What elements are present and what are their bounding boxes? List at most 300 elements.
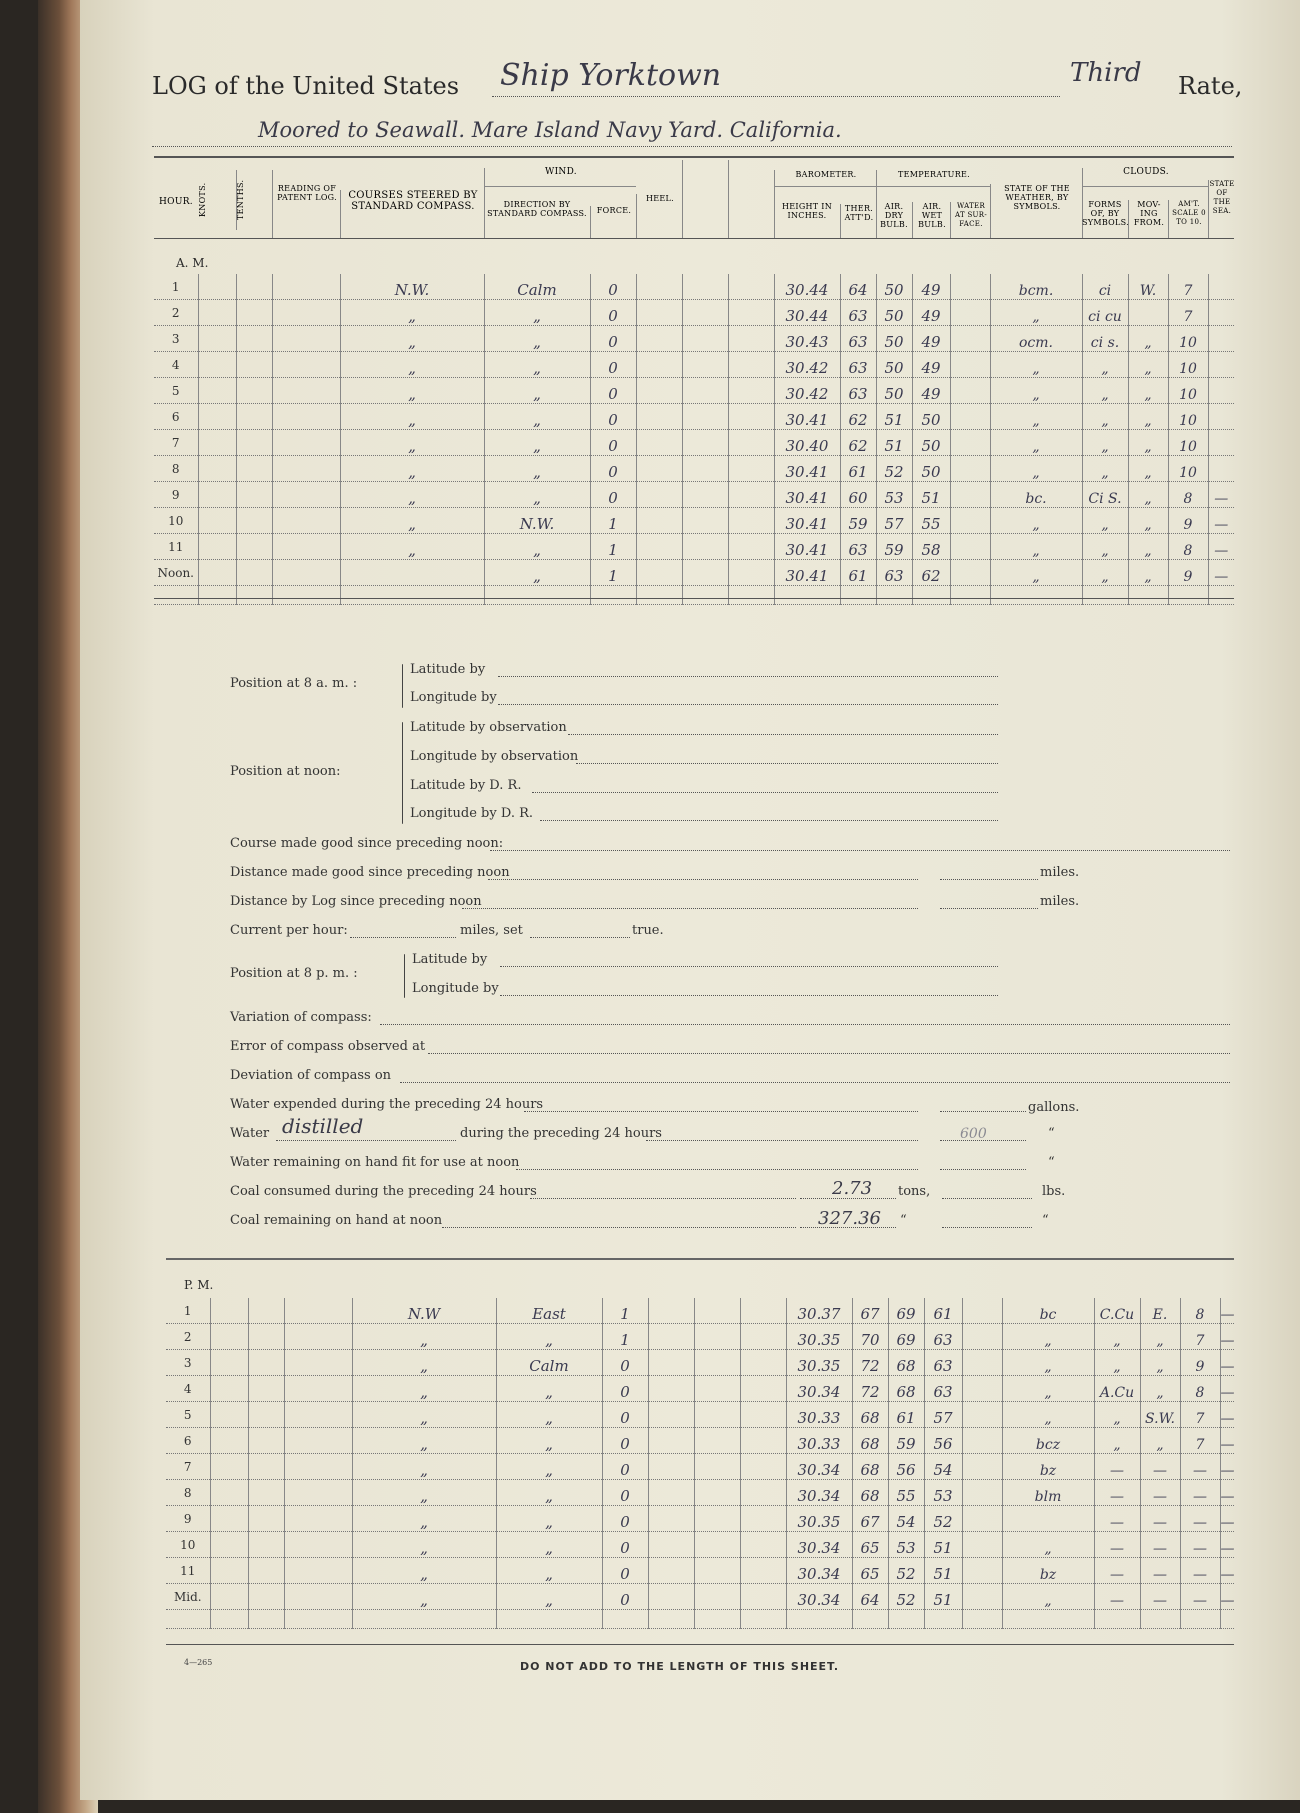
blank-cell xyxy=(774,586,840,605)
sea-cell: — xyxy=(1220,1359,1234,1375)
am-row xyxy=(154,352,1234,378)
bar-height-cell: 30.41 xyxy=(785,541,829,559)
heel-empty-cell xyxy=(636,404,682,430)
top-rule xyxy=(154,156,1234,158)
weather-cell: „ xyxy=(1032,439,1040,455)
water-remaining-line xyxy=(516,1169,918,1170)
air-dry-cell: 51 xyxy=(884,437,904,455)
hour-cell: 4 xyxy=(166,1376,210,1402)
tenths-empty-cell xyxy=(248,1324,284,1350)
air-wet-cell: 56 xyxy=(933,1435,953,1453)
patent-log-empty-cell xyxy=(272,508,340,534)
wind-direction-cell: „ xyxy=(533,437,541,455)
patent-log-empty-cell xyxy=(284,1558,352,1584)
wind-force-column-cell xyxy=(590,482,636,508)
heel-empty-cell xyxy=(636,534,682,560)
distilled-amount: 600 xyxy=(960,1126,987,1142)
col-courses: COURSES STEERED BY STANDARD COMPASS. xyxy=(340,190,485,238)
wind-direction-cell: „ xyxy=(533,411,541,429)
air-wet-cell: 50 xyxy=(921,437,941,455)
course-column-cell xyxy=(340,508,484,534)
cloud-forms-cell: „ xyxy=(1101,387,1109,403)
col-wind-force: FORCE. xyxy=(590,206,637,238)
cloud-moving-column-cell xyxy=(1140,1402,1180,1428)
cloud-moving-column-cell xyxy=(1140,1350,1180,1376)
cloud-forms-column-cell xyxy=(1082,404,1128,430)
knots-empty-cell xyxy=(198,352,236,378)
pos-noon-long-dr: Longitude by D. R. xyxy=(410,806,533,821)
cloud-forms-column-cell xyxy=(1094,1428,1140,1454)
air-dry-column-cell xyxy=(888,1584,924,1610)
weather-column-cell xyxy=(990,326,1082,352)
course-column-cell xyxy=(352,1324,496,1350)
col-wind-direction: DIRECTION BY STANDARD COMPASS. xyxy=(487,200,587,218)
water-expended-line-2 xyxy=(940,1111,1026,1112)
blank-cell xyxy=(1094,1610,1140,1629)
wind-force-cell: 1 xyxy=(620,1331,630,1349)
heel-empty-cell xyxy=(648,1454,694,1480)
pos-noon-lat-dr: Latitude by D. R. xyxy=(410,778,522,793)
bar-height-cell: 30.42 xyxy=(785,385,829,403)
wind-force-cell: 0 xyxy=(620,1461,630,1479)
air-dry-column-cell xyxy=(876,274,912,300)
bar-height-column-cell xyxy=(774,482,840,508)
wind-direction-cell: „ xyxy=(533,333,541,351)
water-word: Water xyxy=(230,1126,270,1141)
hour-cell: 1 xyxy=(166,1298,210,1324)
wind-direction-column-cell xyxy=(496,1558,602,1584)
patent-log-empty-cell xyxy=(272,560,340,586)
cloud-amount-cell: — xyxy=(1193,1593,1207,1609)
tenths-empty-cell xyxy=(236,404,272,430)
cloud-moving-column-cell xyxy=(1140,1376,1180,1402)
knots-empty-cell xyxy=(210,1454,248,1480)
wind-force-column-cell xyxy=(590,326,636,352)
hour-cell: 3 xyxy=(154,326,198,352)
tenths-empty-cell xyxy=(236,456,272,482)
weather-column-cell xyxy=(990,508,1082,534)
bar-ther-cell: 68 xyxy=(860,1435,880,1453)
wind-force-column-cell xyxy=(602,1350,648,1376)
bar-ther-column-cell xyxy=(852,1480,888,1506)
air-wet-column-cell xyxy=(924,1506,962,1532)
current-label: Current per hour: xyxy=(230,923,348,938)
coal-remaining-label: Coal remaining on hand at noon xyxy=(230,1213,443,1228)
air-dry-column-cell xyxy=(888,1402,924,1428)
pos-8am-lat-line xyxy=(498,676,998,677)
air-dry-column-cell xyxy=(888,1298,924,1324)
bar-height-column-cell xyxy=(774,352,840,378)
sea-cell: — xyxy=(1214,491,1229,507)
weather-column-cell xyxy=(990,300,1082,326)
blank-cell xyxy=(340,586,484,605)
patent-log-empty-cell xyxy=(272,326,340,352)
wind-direction-column-cell xyxy=(484,300,590,326)
wind-force-cell: 0 xyxy=(608,463,618,481)
hour-cell: Noon. xyxy=(154,560,198,586)
blank-2-empty-cell xyxy=(728,300,774,326)
col-temperature: TEMPERATURE. xyxy=(876,170,991,238)
blank-2-empty-cell xyxy=(740,1428,786,1454)
water-empty-cell xyxy=(950,274,990,300)
pm-row xyxy=(166,1480,1234,1506)
bar-height-column-cell xyxy=(774,534,840,560)
cloud-moving-cell: „ xyxy=(1144,413,1152,429)
air-dry-cell: 50 xyxy=(884,281,904,299)
cloud-amount-column-cell xyxy=(1168,560,1208,586)
weather-cell: „ xyxy=(1032,543,1040,559)
hour-cell: 6 xyxy=(166,1428,210,1454)
am-row xyxy=(154,482,1234,508)
wind-direction-column-cell xyxy=(496,1298,602,1324)
heel-empty-cell xyxy=(648,1480,694,1506)
hour-cell: 3 xyxy=(166,1350,210,1376)
pos-8am-label: Position at 8 a. m. : xyxy=(230,676,358,691)
am-blank-row xyxy=(154,586,1234,605)
log-sheet xyxy=(80,0,1300,1800)
cloud-forms-cell: — xyxy=(1110,1463,1124,1479)
course-cell: „ xyxy=(408,359,416,377)
pm-label: P. M. xyxy=(184,1278,214,1292)
am-row xyxy=(154,430,1234,456)
bar-ther-column-cell xyxy=(852,1532,888,1558)
bar-ther-cell: 68 xyxy=(860,1487,880,1505)
air-wet-column-cell xyxy=(924,1428,962,1454)
ship-name: Ship Yorktown xyxy=(500,58,722,93)
distance-log-label: Distance by Log since preceding noon xyxy=(230,894,482,909)
bar-ther-cell: 62 xyxy=(848,411,868,429)
cloud-amount-cell: 10 xyxy=(1179,361,1197,377)
air-wet-column-cell xyxy=(912,378,950,404)
wind-direction-cell: N.W. xyxy=(519,515,555,533)
air-wet-column-cell xyxy=(912,482,950,508)
patent-log-empty-cell xyxy=(284,1584,352,1610)
course-column-cell xyxy=(352,1480,496,1506)
blank-cell xyxy=(1220,1610,1234,1629)
air-dry-cell: 53 xyxy=(884,489,904,507)
patent-log-empty-cell xyxy=(272,534,340,560)
bar-ther-column-cell xyxy=(840,508,876,534)
tenths-empty-cell xyxy=(248,1506,284,1532)
cloud-forms-column-cell xyxy=(1094,1532,1140,1558)
patent-log-empty-cell xyxy=(284,1402,352,1428)
wind-force-cell: 0 xyxy=(620,1513,630,1531)
bar-height-cell: 30.40 xyxy=(785,437,829,455)
am-row xyxy=(154,508,1234,534)
sea-column-cell xyxy=(1220,1402,1234,1428)
blank-cell xyxy=(272,586,340,605)
air-wet-column-cell xyxy=(924,1480,962,1506)
bar-height-cell: 30.34 xyxy=(797,1487,841,1505)
air-wet-cell: 58 xyxy=(921,541,941,559)
air-dry-column-cell xyxy=(888,1428,924,1454)
pos-8am-brace xyxy=(402,664,403,708)
cloud-moving-column-cell xyxy=(1140,1454,1180,1480)
cloud-moving-column-cell xyxy=(1140,1506,1180,1532)
knots-empty-cell xyxy=(198,326,236,352)
sea-cell: — xyxy=(1220,1437,1234,1453)
ditto-3: “ xyxy=(900,1213,907,1228)
rate-value: Third xyxy=(1070,58,1142,88)
water-expended-label: Water expended during the preceding 24 hours xyxy=(230,1097,544,1112)
patent-log-empty-cell xyxy=(272,430,340,456)
cloud-forms-column-cell xyxy=(1082,274,1128,300)
hour-cell: 8 xyxy=(154,456,198,482)
cloud-forms-cell: — xyxy=(1110,1593,1124,1609)
blank-cell xyxy=(1128,586,1168,605)
course-column-cell xyxy=(352,1558,496,1584)
bar-height-cell: 30.34 xyxy=(797,1591,841,1609)
cloud-moving-cell: „ xyxy=(1144,465,1152,481)
coal-consumed-label: Coal consumed during the preceding 24 hours xyxy=(230,1184,537,1199)
patent-log-empty-cell xyxy=(284,1376,352,1402)
during-24-label: during the preceding 24 hours xyxy=(460,1126,662,1141)
knots-empty-cell xyxy=(198,508,236,534)
air-wet-cell: 52 xyxy=(933,1513,953,1531)
blank-2-empty-cell xyxy=(740,1454,786,1480)
air-wet-cell: 54 xyxy=(933,1461,953,1479)
wind-force-column-cell xyxy=(602,1584,648,1610)
air-dry-cell: 50 xyxy=(884,307,904,325)
am-row xyxy=(154,274,1234,300)
cloud-moving-column-cell xyxy=(1140,1480,1180,1506)
cloud-moving-cell: S.W. xyxy=(1145,1411,1175,1427)
tenths-empty-cell xyxy=(248,1532,284,1558)
air-wet-column-cell xyxy=(924,1376,962,1402)
air-wet-cell: 57 xyxy=(933,1409,953,1427)
blank-1-empty-cell xyxy=(694,1480,740,1506)
air-dry-cell: 56 xyxy=(896,1461,916,1479)
wind-force-cell: 0 xyxy=(608,385,618,403)
am-label: A. M. xyxy=(176,256,209,270)
during-24-line xyxy=(646,1140,918,1141)
am-row xyxy=(154,326,1234,352)
cloud-moving-column-cell xyxy=(1140,1428,1180,1454)
cloud-forms-column-cell xyxy=(1094,1584,1140,1610)
tons-label: tons, xyxy=(898,1184,931,1199)
blank-2-empty-cell xyxy=(740,1350,786,1376)
col-patent-log: READING OF PATENT LOG. xyxy=(272,184,341,238)
cloud-moving-cell: „ xyxy=(1144,517,1152,533)
sea-cell: — xyxy=(1220,1515,1234,1531)
bar-height-cell: 30.41 xyxy=(785,489,829,507)
current-true: true. xyxy=(632,923,664,938)
cloud-forms-column-cell xyxy=(1082,534,1128,560)
cloud-amount-cell: 7 xyxy=(1195,1437,1205,1453)
cloud-amount-cell: 10 xyxy=(1179,387,1197,403)
wind-direction-cell: „ xyxy=(533,307,541,325)
col-barometer: BAROMETER. xyxy=(774,170,877,238)
blank-1-empty-cell xyxy=(682,430,728,456)
air-wet-cell: 61 xyxy=(933,1305,953,1323)
cloud-amount-column-cell xyxy=(1168,508,1208,534)
sea-column-cell xyxy=(1220,1324,1234,1350)
cloud-forms-cell: — xyxy=(1110,1489,1124,1505)
blank-2-empty-cell xyxy=(740,1532,786,1558)
water-empty-cell xyxy=(950,326,990,352)
cloud-moving-cell: „ xyxy=(1156,1359,1164,1375)
cloud-forms-column-cell xyxy=(1094,1480,1140,1506)
weather-column-cell xyxy=(1002,1376,1094,1402)
cloud-moving-column-cell xyxy=(1140,1324,1180,1350)
bar-height-cell: 30.43 xyxy=(785,333,829,351)
weather-cell: „ xyxy=(1044,1541,1052,1557)
bar-ther-cell: 68 xyxy=(860,1461,880,1479)
bar-ther-cell: 61 xyxy=(848,567,868,585)
course-cell: „ xyxy=(420,1435,428,1453)
air-wet-column-cell xyxy=(912,404,950,430)
cloud-moving-column-cell xyxy=(1140,1298,1180,1324)
pos-8am-long: Longitude by xyxy=(410,690,497,705)
blank-2-empty-cell xyxy=(728,326,774,352)
wind-force-column-cell xyxy=(602,1376,648,1402)
wind-force-column-cell xyxy=(602,1428,648,1454)
blank-1-empty-cell xyxy=(694,1350,740,1376)
sea-cell: — xyxy=(1220,1541,1234,1557)
bar-height-cell: 30.35 xyxy=(797,1331,841,1349)
tenths-empty-cell xyxy=(248,1558,284,1584)
blank-2-empty-cell xyxy=(728,508,774,534)
sea-cell: — xyxy=(1220,1333,1234,1349)
pos-noon-lat-obs: Latitude by observation xyxy=(410,720,567,735)
rate-label: Rate, xyxy=(1178,72,1243,100)
course-cell: „ xyxy=(408,515,416,533)
current-set-line xyxy=(530,937,630,938)
blank-cell xyxy=(876,586,912,605)
water-empty-cell xyxy=(962,1584,1002,1610)
distance-made-line-2 xyxy=(940,879,1038,880)
cloud-forms-cell: „ xyxy=(1101,569,1109,585)
hour-cell: 11 xyxy=(166,1558,210,1584)
column-header xyxy=(154,160,1234,239)
weather-cell: „ xyxy=(1032,517,1040,533)
sea-column-cell xyxy=(1208,378,1234,404)
current-line xyxy=(350,937,456,938)
cloud-forms-cell: A.Cu xyxy=(1099,1385,1135,1401)
air-wet-column-cell xyxy=(912,560,950,586)
cloud-forms-column-cell xyxy=(1082,378,1128,404)
cloud-amount-column-cell xyxy=(1180,1558,1220,1584)
temperature-divider xyxy=(876,186,990,187)
cloud-forms-cell: „ xyxy=(1113,1359,1121,1375)
ditto-2: “ xyxy=(1048,1155,1055,1170)
bar-ther-column-cell xyxy=(852,1584,888,1610)
blank-cell xyxy=(1082,586,1128,605)
course-cell: „ xyxy=(420,1565,428,1583)
col-wind: WIND. xyxy=(484,168,637,238)
wind-direction-column-cell xyxy=(484,508,590,534)
water-empty-cell xyxy=(950,482,990,508)
water-empty-cell xyxy=(950,430,990,456)
bar-height-cell: 30.35 xyxy=(797,1513,841,1531)
weather-column-cell xyxy=(1002,1480,1094,1506)
sea-column-cell xyxy=(1208,326,1234,352)
blank-cell xyxy=(924,1610,962,1629)
water-empty-cell xyxy=(962,1402,1002,1428)
long-obs-line xyxy=(576,763,998,764)
cloud-moving-cell: „ xyxy=(1156,1385,1164,1401)
heel-empty-cell xyxy=(648,1558,694,1584)
air-dry-cell: 57 xyxy=(884,515,904,533)
wind-force-cell: 0 xyxy=(608,281,618,299)
bar-ther-column-cell xyxy=(852,1454,888,1480)
cloud-forms-cell: „ xyxy=(1101,465,1109,481)
cloud-moving-column-cell xyxy=(1128,560,1168,586)
tenths-empty-cell xyxy=(236,560,272,586)
cloud-forms-column-cell xyxy=(1094,1454,1140,1480)
col-bar-height: HEIGHT IN INCHES. xyxy=(781,202,833,220)
course-cell: „ xyxy=(408,333,416,351)
cloud-amount-column-cell xyxy=(1180,1324,1220,1350)
wind-direction-column-cell xyxy=(484,534,590,560)
air-wet-column-cell xyxy=(912,300,950,326)
cloud-forms-column-cell xyxy=(1082,508,1128,534)
cloud-moving-cell: — xyxy=(1153,1541,1167,1557)
water-empty-cell xyxy=(962,1558,1002,1584)
wind-divider xyxy=(484,186,636,187)
hour-cell: 7 xyxy=(154,430,198,456)
air-wet-cell: 49 xyxy=(921,359,941,377)
knots-empty-cell xyxy=(198,274,236,300)
col-knots: KNOTS. xyxy=(198,170,237,230)
col-weather: STATE OF THE WEATHER, BY SYMBOLS. xyxy=(990,184,1083,238)
cloud-forms-column-cell xyxy=(1082,560,1128,586)
cloud-amount-cell: 9 xyxy=(1183,517,1193,533)
pm-row xyxy=(166,1324,1234,1350)
hour-cell: 6 xyxy=(154,404,198,430)
air-wet-column-cell xyxy=(912,534,950,560)
knots-empty-cell xyxy=(210,1350,248,1376)
pm-row xyxy=(166,1428,1234,1454)
cloud-amount-cell: 10 xyxy=(1179,335,1197,351)
bar-ther-cell: 72 xyxy=(860,1383,880,1401)
sea-cell: — xyxy=(1220,1567,1234,1583)
blank-cell xyxy=(484,586,590,605)
wind-force-cell: 0 xyxy=(620,1565,630,1583)
cloud-forms-column-cell xyxy=(1082,456,1128,482)
blank-cell xyxy=(648,1610,694,1629)
cloud-amount-column-cell xyxy=(1180,1298,1220,1324)
air-dry-cell: 51 xyxy=(884,411,904,429)
heel-empty-cell xyxy=(636,352,682,378)
cloud-moving-column-cell xyxy=(1140,1532,1180,1558)
weather-cell: „ xyxy=(1032,361,1040,377)
weather-cell: bc. xyxy=(1025,491,1047,507)
bar-height-column-cell xyxy=(774,430,840,456)
cloud-amount-cell: 8 xyxy=(1183,543,1193,559)
wind-force-cell: 1 xyxy=(608,567,618,585)
blank-2-empty-cell xyxy=(740,1558,786,1584)
bar-height-column-cell xyxy=(786,1324,852,1350)
cloud-amount-cell: 7 xyxy=(1183,283,1193,299)
bar-height-column-cell xyxy=(786,1454,852,1480)
patent-log-empty-cell xyxy=(284,1324,352,1350)
water-empty-cell xyxy=(950,534,990,560)
tenths-empty-cell xyxy=(248,1298,284,1324)
wind-direction-cell: „ xyxy=(545,1331,553,1349)
cloud-amount-cell: — xyxy=(1193,1541,1207,1557)
weather-column-cell xyxy=(1002,1324,1094,1350)
water-expended-line xyxy=(524,1111,918,1112)
air-dry-column-cell xyxy=(888,1454,924,1480)
course-cell: „ xyxy=(420,1461,428,1479)
bar-height-column-cell xyxy=(774,274,840,300)
cloud-forms-cell: „ xyxy=(1113,1437,1121,1453)
cloud-moving-column-cell xyxy=(1140,1584,1180,1610)
pos-8pm-lat-line xyxy=(500,966,998,967)
bar-height-column-cell xyxy=(786,1402,852,1428)
cloud-moving-column-cell xyxy=(1140,1558,1180,1584)
